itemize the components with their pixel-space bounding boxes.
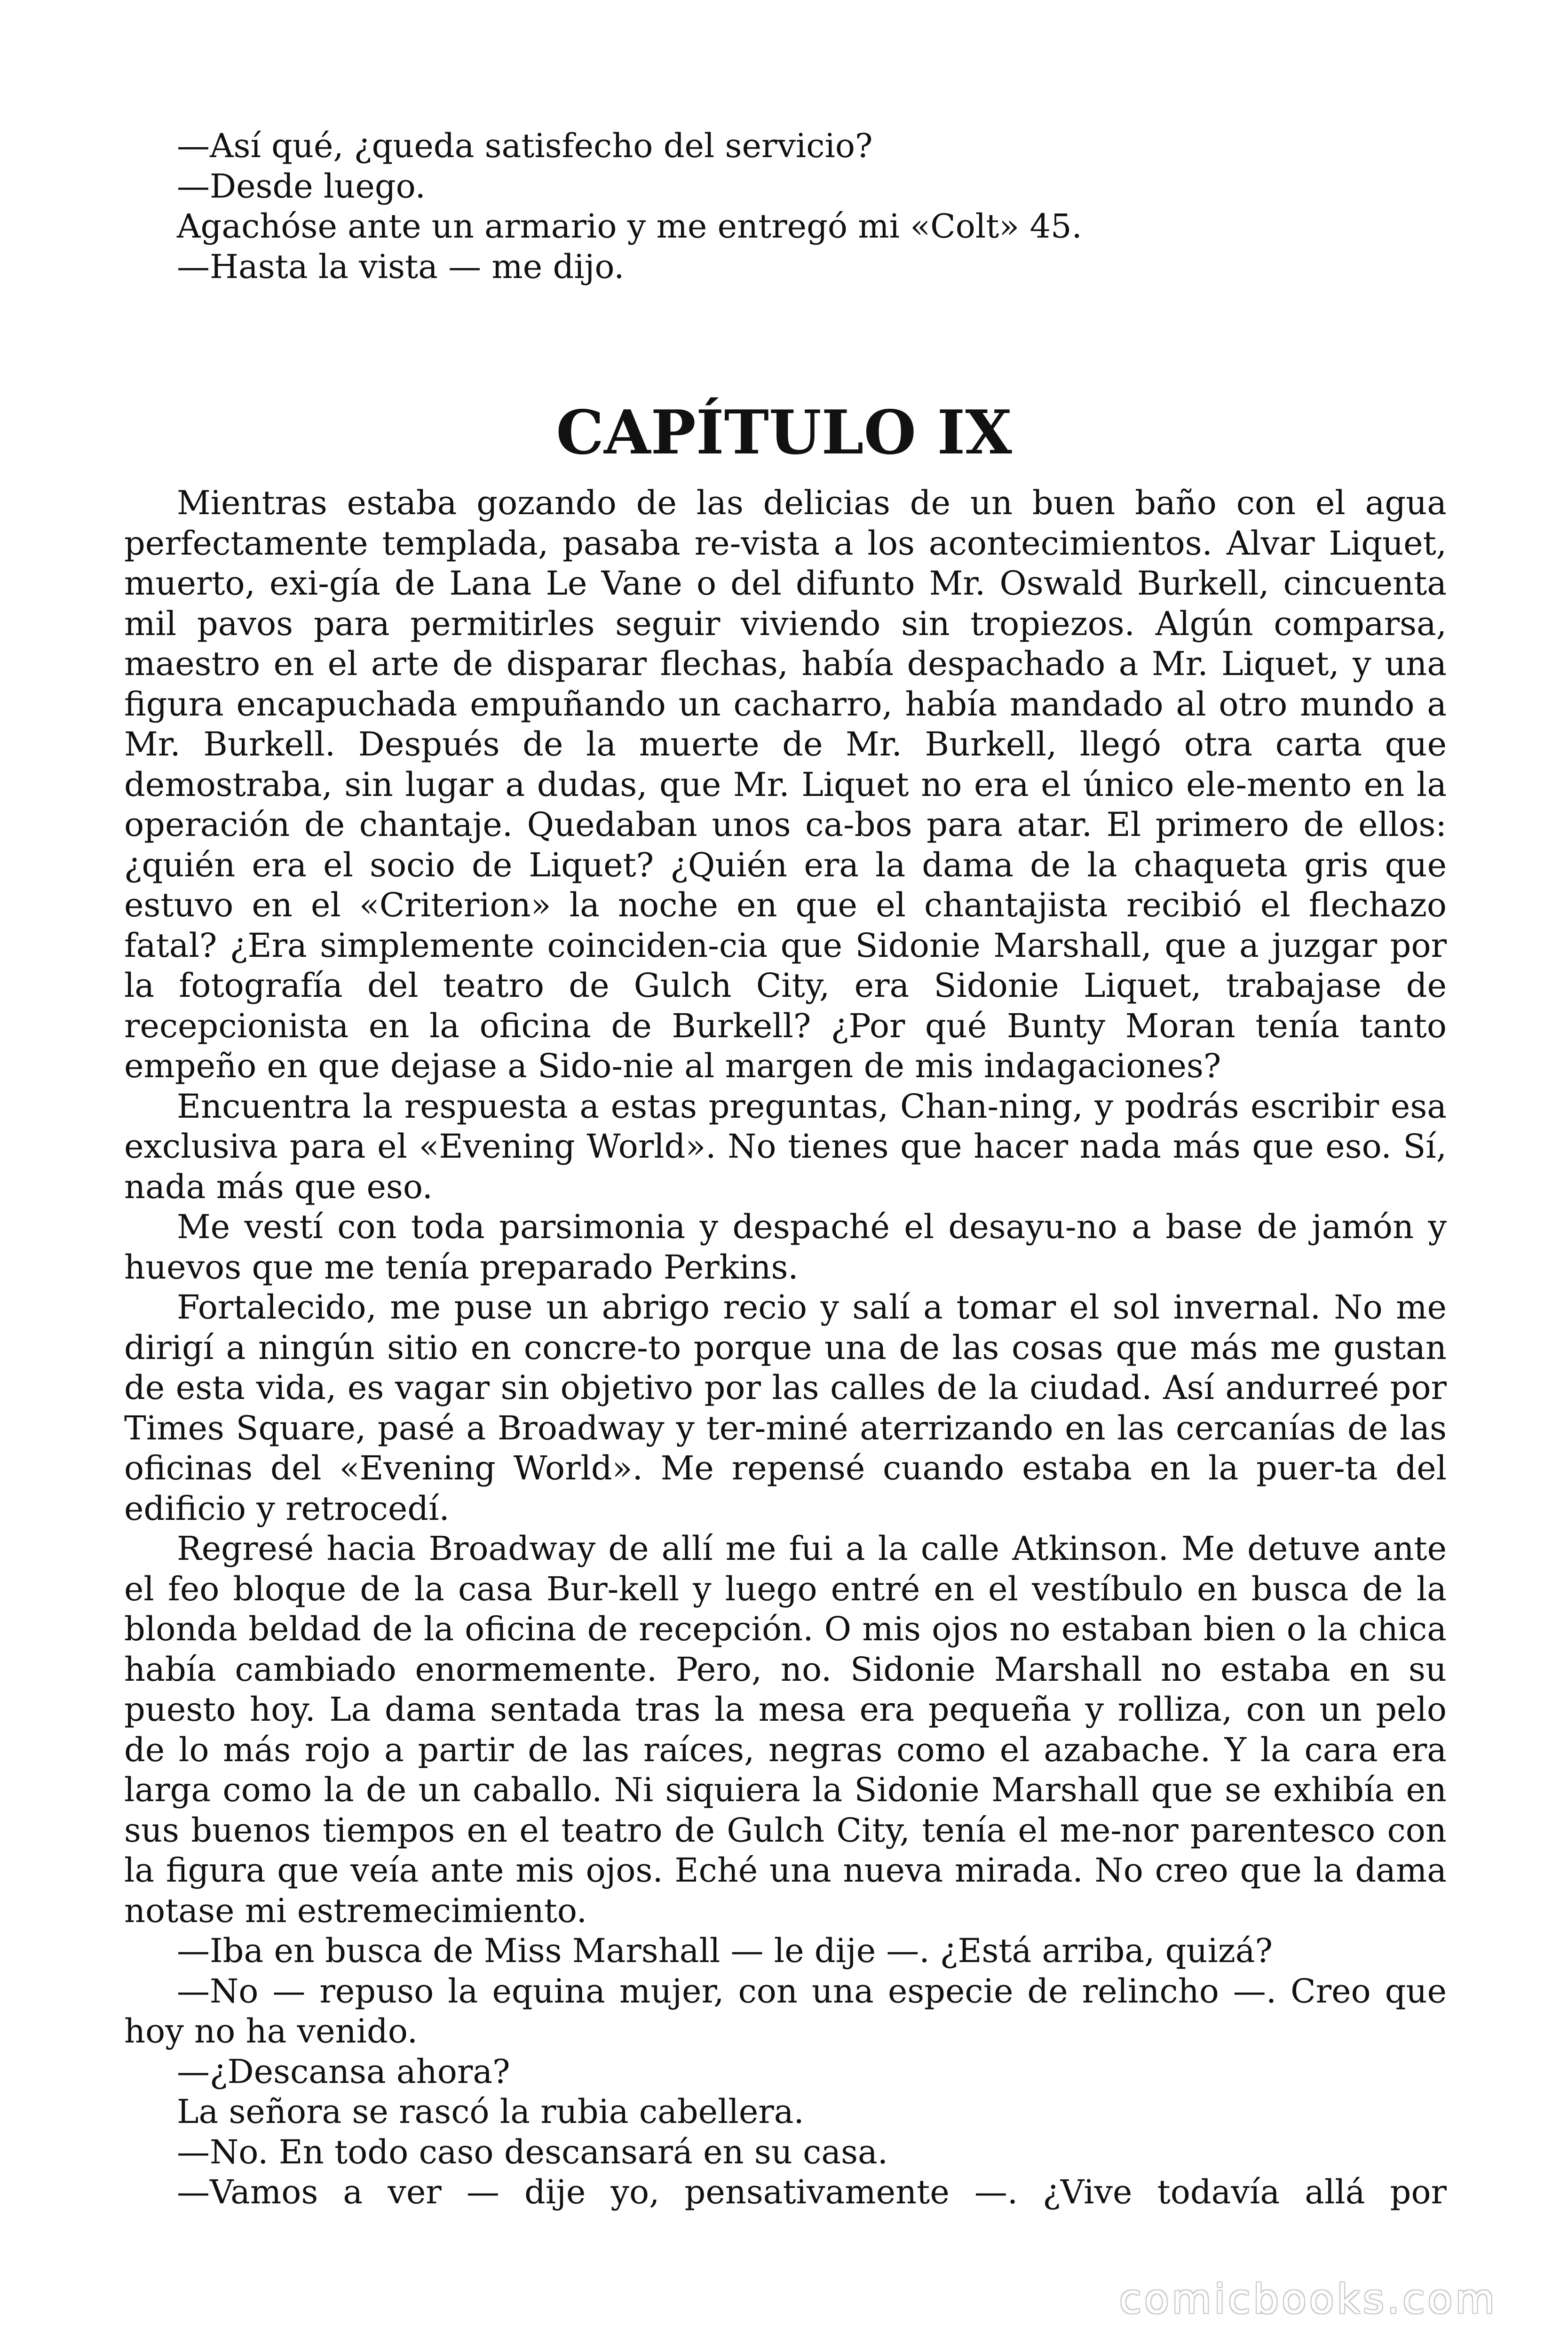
chapter-body xyxy=(124,483,1447,2213)
dialogue-line: —Hasta la vista — me dijo. xyxy=(177,247,625,286)
previous-chapter-ending xyxy=(124,126,1447,287)
dialogue-line: —Desde luego. xyxy=(177,167,426,206)
paragraph: Encuentra la respuesta a estas preguntas, Chan-ning, y podrás escribir esa exclusiva para el «Evening World». No tienes que hacer nada más que eso. Sí, nada más que eso. xyxy=(124,1087,1447,1206)
dialogue-paragraph: —No. En todo caso descansará en su casa. xyxy=(177,2132,888,2171)
narration-line: Agachóse ante un armario y me entregó mi «Colt» 45. xyxy=(177,207,1082,246)
dialogue-paragraph: —¿Descansa ahora? xyxy=(177,2052,510,2091)
paragraph: Regresé hacia Broadway de allí me fui a la calle Atkinson. Me detuve ante el feo bloque de la casa Bur-kell y luego entré en el vestíbulo en busca de la blonda beldad de la oficina de recepción. O mis ojos no estaban bien o la chica había cambiado enormemente. Pero, no. Sidonie Marshall no estaba en su puesto hoy. La dama sentada tras la mesa era pequeña y rolliza, con un pelo de lo más rojo a partir de las raíces, negras como el azabache. Y la cara era larga como la de un caballo. Ni siquiera la Sidonie Marshall que se exhibía en sus buenos tiempos en el teatro de Gulch City, tenía el me-nor parentesco con la figura que veía ante mis ojos. Eché una nueva mirada. No creo que la dama notase mi estremecimiento. xyxy=(124,1529,1447,1930)
site-watermark: comicbooks.com xyxy=(1119,2276,1497,2323)
paragraph: Fortalecido, me puse un abrigo recio y salí a tomar el sol invernal. No me dirigí a ningún sitio en concre-to porque una de las cosas que más me gustan de esta vida, es vagar sin objetivo por las calles de la ciudad. Así andurreé por Times Square, pasé a Broadway y ter-miné aterrizando en las cercanías de las oficinas del «Evening World». Me repensé cuando estaba en la puer-ta del edificio y retrocedí. xyxy=(124,1288,1447,1528)
dialogue-line: —Así qué, ¿queda satisfecho del servicio? xyxy=(177,127,873,165)
paragraph: La señora se rascó la rubia cabellera. xyxy=(177,2092,804,2131)
paragraph: Mientras estaba gozando de las delicias de un buen baño con el agua perfectamente templada, pasaba re-vista a los acontecimientos. Alvar Liquet, muerto, exi-gía de Lana Le Vane o del difunto Mr. Oswald Burkell, cincuenta mil pavos para permitirles seguir viviendo sin tropiezos. Algún comparsa, maestro en el arte de disparar flechas, había despachado a Mr. Liquet, y una figura encapuchada empuñando un cacharro, había mandado al otro mundo a Mr. Burkell. Después de la muerte de Mr. Burkell, llegó otra carta que demostraba, sin lugar a dudas, que Mr. Liquet no era el único ele-mento en la operación de chantaje. Quedaban unos ca-bos para atar. El primero de ellos: ¿quién era el socio de Liquet? ¿Quién era la dama de la chaqueta gris que estuvo en el «Criterion» la noche en que el chantajista recibió el flechazo fatal? ¿Era simplemente coinciden-cia que Sidonie Marshall, que a juzgar por la fotografía del teatro de Gulch City, era Sidonie Liquet, trabajase de recepcionista en la oficina de Burkell? ¿Por qué Bunty Moran tenía tanto empeño en que dejase a Sido-nie al margen de mis indagaciones? xyxy=(124,484,1447,1085)
dialogue-paragraph: —No — repuso la equina mujer, con una especie de relincho —. Creo que hoy no ha venido. xyxy=(124,1971,1447,2050)
paragraph: Me vestí con toda parsimonia y despaché el desayu-no a base de jamón y huevos que me tenía preparado Perkins. xyxy=(124,1208,1447,1287)
chapter-title: CAPÍTULO IX xyxy=(556,397,1012,468)
dialogue-paragraph: —Iba en busca de Miss Marshall — le dije —. ¿Está arriba, quizá? xyxy=(177,1931,1273,1970)
dialogue-paragraph: —Vamos a ver — dije yo, pensativamente —. ¿Vive todavía allá por xyxy=(177,2173,1447,2211)
